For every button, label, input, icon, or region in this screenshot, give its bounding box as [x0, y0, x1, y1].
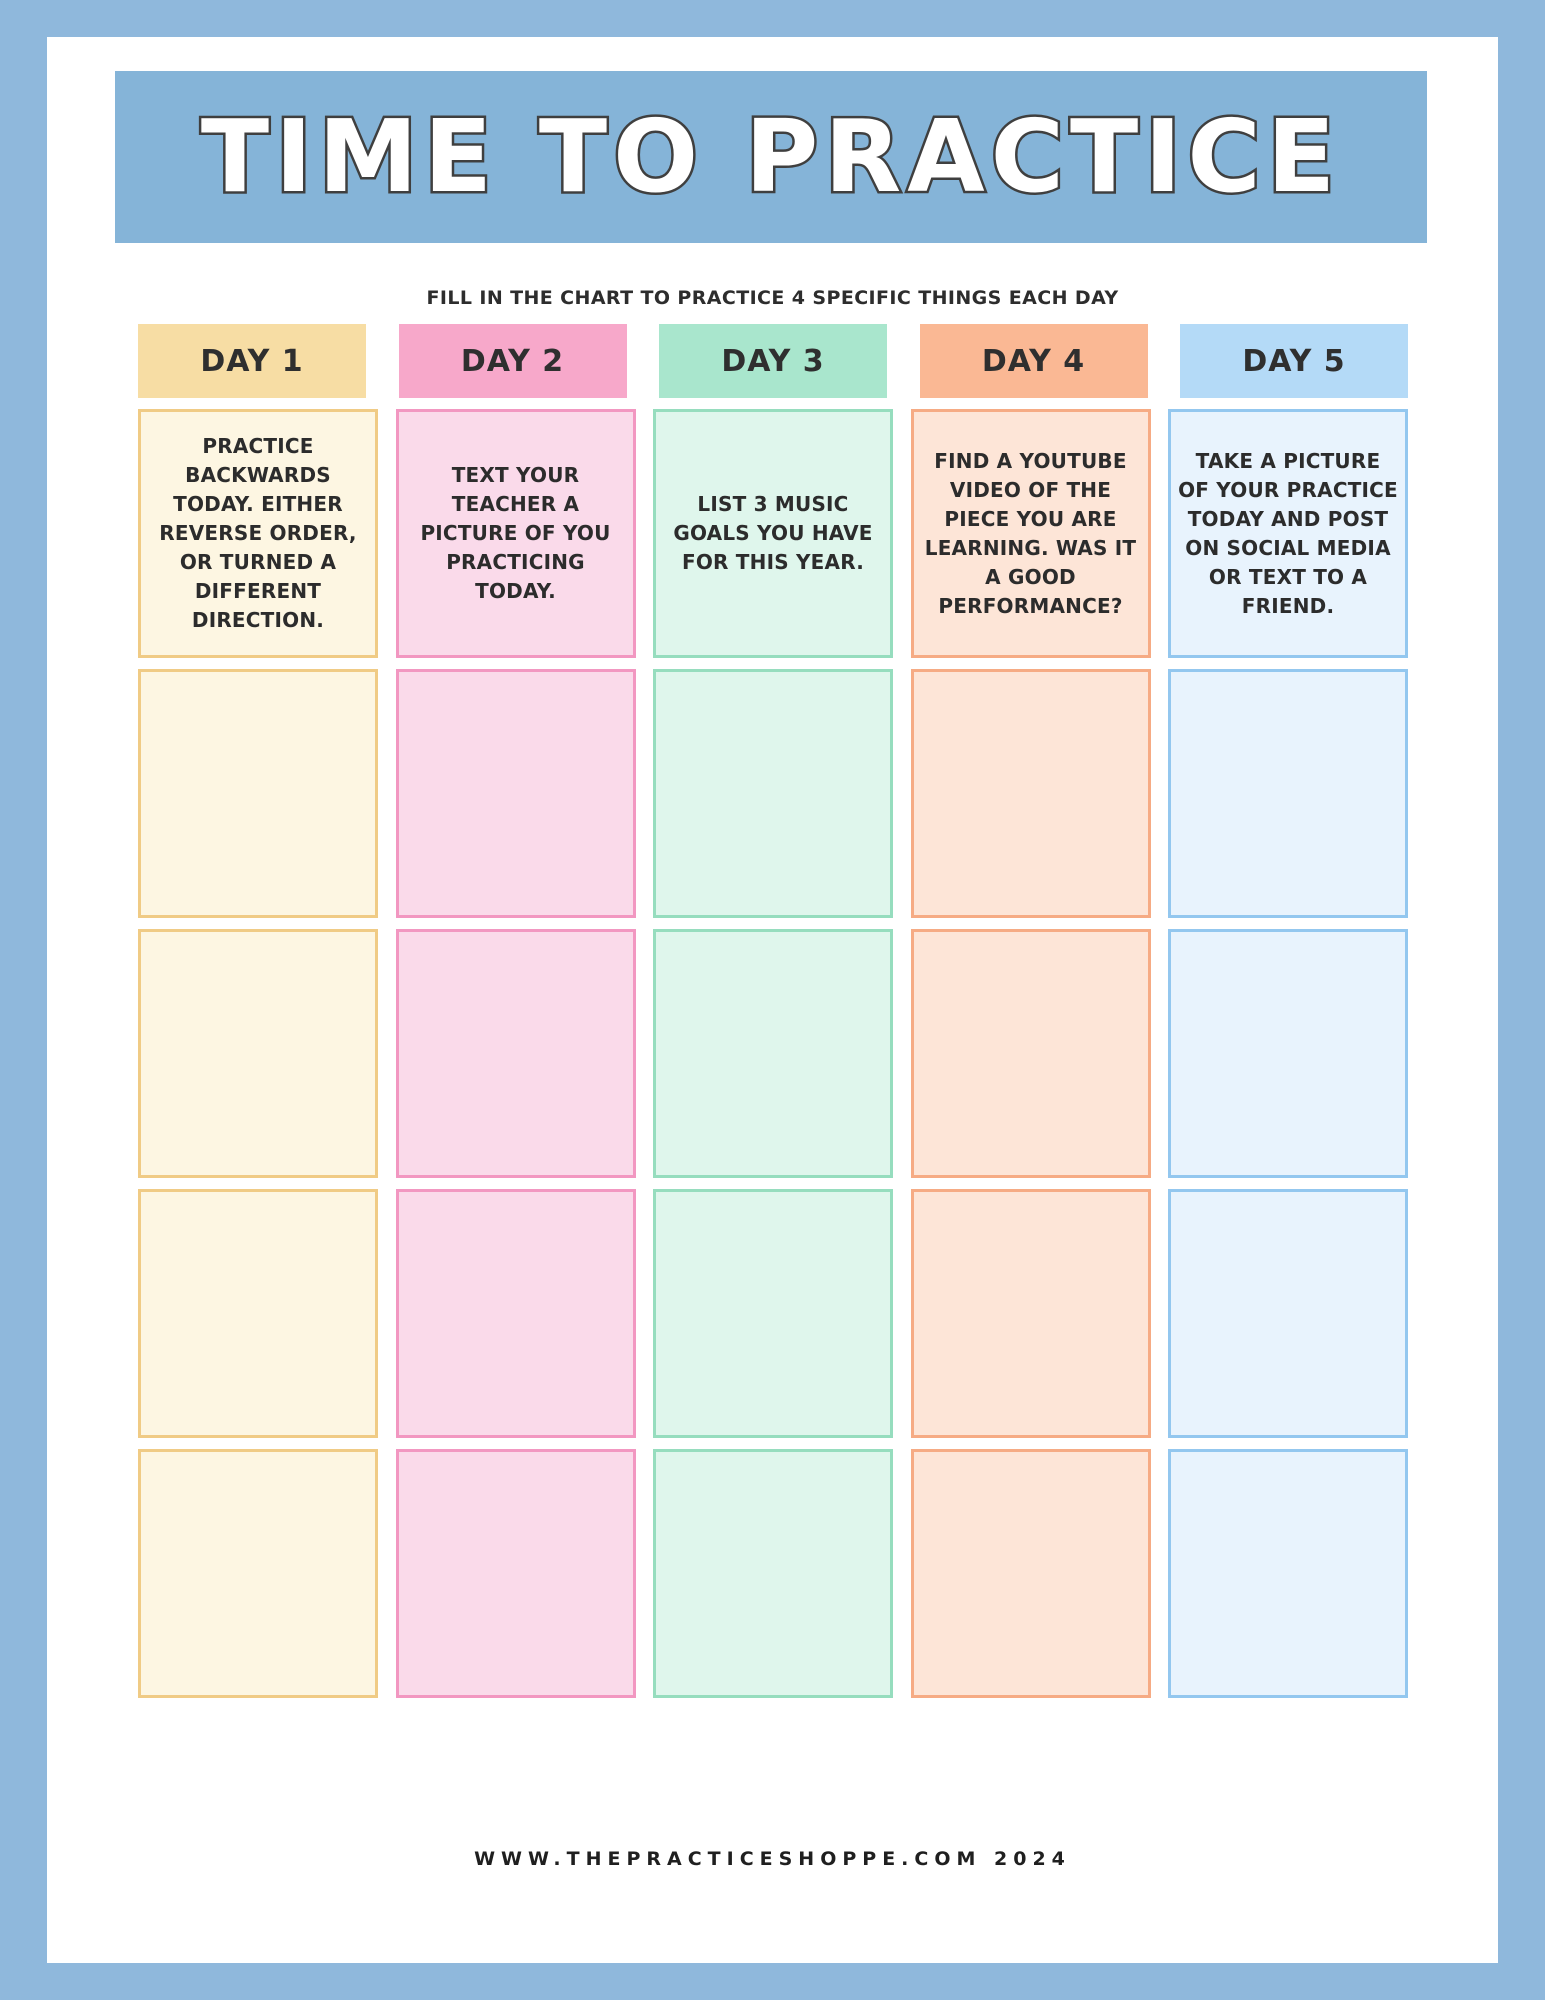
- column-header-label: DAY 2: [460, 343, 565, 379]
- blank-cell-day-1[interactable]: [138, 1189, 378, 1438]
- column-header-label: DAY 1: [200, 343, 304, 379]
- prompt-cell-day-1: [138, 409, 378, 658]
- prompt-cell-day-4: [911, 409, 1151, 658]
- blank-cell-day-5[interactable]: [1168, 669, 1408, 918]
- prompt-text: TAKE A PICTURE OF YOUR PRACTICE TODAY AND POST ON SOCIAL MEDIA OR TEXT TO A FRIEND.: [1178, 448, 1398, 618]
- blank-cell-day-3[interactable]: [653, 1449, 893, 1698]
- prompt-cell-day-3: [653, 409, 893, 658]
- title-banner: [115, 71, 1427, 243]
- prompt-cell-day-5: [1168, 409, 1408, 658]
- chart-blank-row: [138, 669, 1408, 918]
- chart-header-row: [138, 324, 1408, 398]
- blank-cell-day-5[interactable]: [1168, 1189, 1408, 1438]
- column-header-label: DAY 5: [1242, 343, 1346, 379]
- blank-cell-day-1[interactable]: [138, 669, 378, 918]
- prompt-text: TEXT YOUR TEACHER A PICTURE OF YOU PRACTICING TODAY.: [420, 463, 611, 603]
- column-header-day-2: [399, 324, 627, 398]
- blank-cell-day-1[interactable]: [138, 1449, 378, 1698]
- blank-cell-day-2[interactable]: [396, 1189, 636, 1438]
- worksheet-page: [47, 37, 1498, 1963]
- footer-website: WWW.THEPRACTICESHOPPE.COM 2024: [474, 1848, 1071, 1870]
- chart-blank-row: [138, 1189, 1408, 1438]
- column-header-day-1: [138, 324, 366, 398]
- blank-cell-day-4[interactable]: [911, 1449, 1151, 1698]
- prompt-text: PRACTICE BACKWARDS TODAY. EITHER REVERSE ORDER, OR TURNED A DIFFERENT DIRECTION.: [159, 434, 357, 632]
- prompt-text: LIST 3 MUSIC GOALS YOU HAVE FOR THIS YEAR.: [673, 492, 873, 574]
- blank-cell-day-3[interactable]: [653, 1189, 893, 1438]
- prompt-cell-day-2: [396, 409, 636, 658]
- page-subtitle: FILL IN THE CHART TO PRACTICE 4 SPECIFIC THINGS EACH DAY: [426, 287, 1119, 309]
- blank-cell-day-3[interactable]: [653, 929, 893, 1178]
- blank-cell-day-2[interactable]: [396, 669, 636, 918]
- column-header-day-5: [1180, 324, 1408, 398]
- blank-cell-day-3[interactable]: [653, 669, 893, 918]
- blank-cell-day-4[interactable]: [911, 1189, 1151, 1438]
- blank-cell-day-2[interactable]: [396, 929, 636, 1178]
- column-header-label: DAY 3: [721, 343, 825, 379]
- blank-cell-day-1[interactable]: [138, 929, 378, 1178]
- column-header-day-4: [920, 324, 1148, 398]
- column-header-label: DAY 4: [981, 343, 1086, 379]
- prompt-text: FIND A YOUTUBE VIDEO OF THE PIECE YOU ARE LEARNING. WAS IT A GOOD PERFORMANCE?: [924, 448, 1137, 618]
- blank-cell-day-4[interactable]: [911, 929, 1151, 1178]
- blank-cell-day-4[interactable]: [911, 669, 1151, 918]
- page-title: TIME TO PRACTICE: [200, 98, 1342, 215]
- column-header-day-3: [659, 324, 887, 398]
- blank-cell-day-2[interactable]: [396, 1449, 636, 1698]
- chart-blank-row: [138, 1449, 1408, 1698]
- chart-prompt-row: [138, 409, 1408, 658]
- chart-blank-row: [138, 929, 1408, 1178]
- blank-cell-day-5[interactable]: [1168, 929, 1408, 1178]
- practice-chart: [138, 324, 1408, 1709]
- blank-cell-day-5[interactable]: [1168, 1449, 1408, 1698]
